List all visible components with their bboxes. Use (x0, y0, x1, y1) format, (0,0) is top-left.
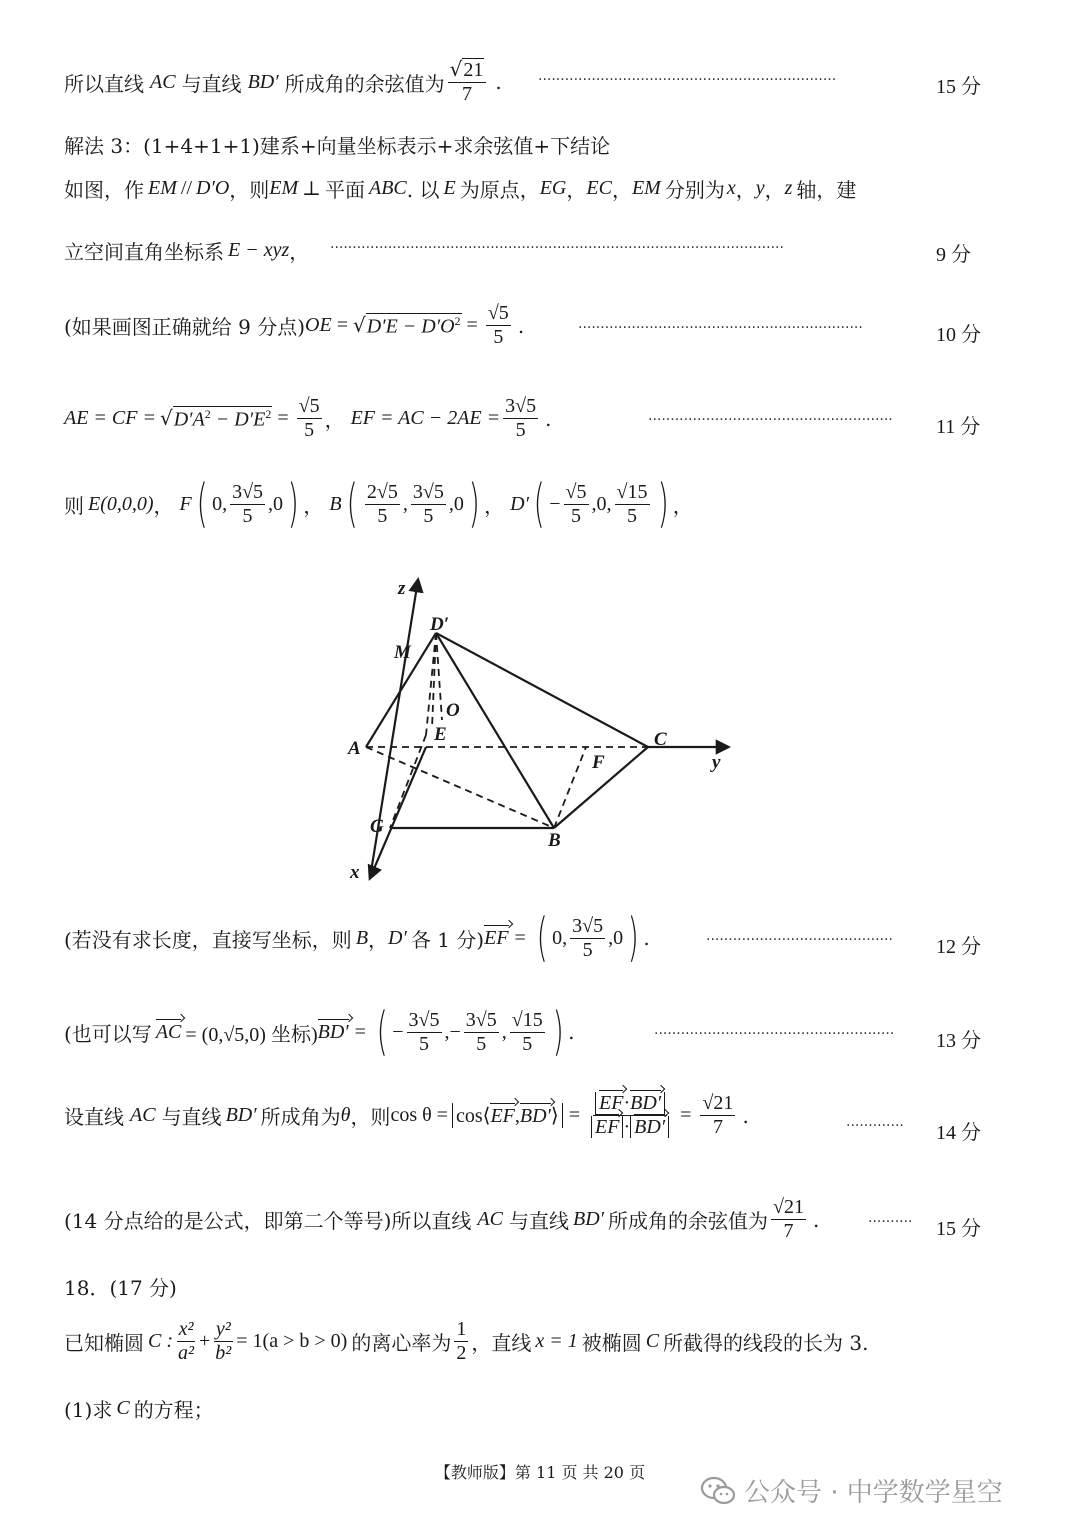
edge-bf (554, 747, 586, 828)
wechat-icon (700, 1476, 736, 1506)
fraction: $\frac{√15}{5}$ (616, 480, 648, 527)
label-o: O (446, 700, 460, 721)
line-5: (如果画图正确就给 9 分点) OE = √ $D'E - D'O^2$ = $\frac{√5}{5}$ . (64, 302, 525, 348)
line-2: 解法 3：(1+4+1+1)建系+向量坐标表示+求余弦值+下结论 (64, 134, 611, 158)
fraction: $\frac{\text{y²}}{\text{b²}}$ (215, 1318, 232, 1364)
label-y: y (712, 752, 721, 773)
label-f: F (592, 752, 605, 773)
label-x: x (350, 862, 360, 883)
line-14: (1)求 C 的方程； (64, 1397, 214, 1422)
line-6: AE = CF = √ $D'A^2 - D'E^2$ = $\frac{√5}{5}$ ， EF = AC − 2AE = $\frac{3√5}{5}$ . (64, 395, 552, 441)
score: 10 分 (936, 324, 981, 346)
fraction: $\frac{3√5}{5}$ (408, 1008, 440, 1055)
fraction: √ 21 7 (448, 58, 487, 106)
line-1: 所以直线 AC 与直线 BD′ 所成角的余弦值为 √ 21 7 . (64, 57, 502, 105)
fraction: $\frac{3√5}{5}$ (412, 480, 444, 527)
line-13: 已知椭圆 C : $\frac{\text{x²}}{\text{a²}}$ + $\frac{\text{y²}}{\text{b²}}$ = 1(a > b > 0) 的离心率为 $\frac{1}{2}$ ，直线 x = 1 被椭圆 C 所截得的线段的长为 3. (64, 1318, 869, 1364)
score: 15 分 (936, 1218, 981, 1240)
dot-leader: ············· (846, 1118, 904, 1134)
fraction: $\frac{1}{2}$ (456, 1318, 467, 1364)
edge-do (436, 633, 442, 720)
label-e: E (434, 724, 447, 745)
line-7: 则 E(0,0,0) ， F ( 0, $\frac{3√5}{5}$ ,0 ) ， B ( $\frac{2√5}{5}$ , $\frac{3√5}{5}$ ,0 ) ， D′ ( − $\frac{√5}{5}$ ,0, $\frac{√15}{5}$ ) ， (64, 474, 693, 534)
page-footer: 【教师版】第 11 页 共 20 页 (434, 1463, 646, 1482)
fraction: $\frac{3√5}{5}$ (465, 1008, 497, 1055)
line-4: 立空间直角坐标系 E − xyz ， (64, 239, 310, 264)
edge-dc (436, 633, 648, 747)
abs-cos: cos⟨EF,BD′⟩ (452, 1103, 563, 1128)
fraction: $\frac{\text{x²}}{\text{a²}}$ (178, 1318, 194, 1364)
watermark: 公众号 · 中学数学星空 (700, 1472, 1003, 1509)
dot-leader: ·········· (868, 1214, 913, 1230)
label-g: G (370, 816, 384, 837)
dot-leader: ·········································· (706, 932, 893, 948)
fraction: $\frac{3√5}{5}$ (572, 914, 604, 961)
label-m: M (394, 642, 411, 663)
line-8: (若没有求长度，直接写坐标，则 B ， D′ 各 1 分) EF = ( 0, $\frac{3√5}{5}$ ,0 ) . (64, 908, 650, 968)
dot-leader: ······································································································ (330, 240, 784, 256)
label-b: B (548, 830, 561, 851)
score: 12 分 (936, 936, 981, 958)
fraction: $\frac{√5}{5}$ (298, 395, 320, 441)
score: 14 分 (936, 1122, 981, 1144)
score: 11 分 (936, 416, 981, 438)
radical: √ $D'E - D'O^2$ (353, 312, 461, 338)
edge-eg (390, 735, 426, 828)
score: 15 分 (936, 76, 981, 98)
score: 9 分 (936, 244, 971, 266)
fraction: $\frac{EF\cdot BD'}{EF \cdot BD'}$ (589, 1092, 671, 1139)
label-c: C (654, 729, 667, 750)
line-11: (14 分点给的是公式，即第二个等号)所以直线 AC 与直线 BD′ 所成角的余弦值为 $\frac{√21}{7}$ . (64, 1196, 820, 1242)
dot-leader: ··································································· (538, 72, 837, 88)
fraction: $\frac{2√5}{5}$ (366, 480, 398, 527)
fraction: $\frac{√5}{5}$ (565, 480, 587, 527)
dot-leader: ······················································ (654, 1026, 895, 1042)
radical: √ $D'A^2 - D'E^2$ (159, 405, 272, 431)
fraction: $\frac{√21}{7}$ (773, 1196, 805, 1242)
dot-leader: ································································ (578, 320, 863, 336)
x-axis (370, 747, 426, 878)
line-10: 设直线 AC 与直线 BD′ 所成角为 θ ，则 cos θ = cos⟨EF,BD′⟩ = $\frac{EF\cdot BD'}{EF \cdot BD'}$ = $\frac{√21}{7}$ . (64, 1092, 749, 1138)
edge-db (436, 633, 554, 828)
fraction: $\frac{3√5}{5}$ (505, 395, 537, 441)
dot-leader: ······················································· (648, 412, 893, 428)
score: 13 分 (936, 1030, 981, 1052)
label-z: z (398, 578, 406, 599)
fraction: $\frac{√5}{5}$ (487, 302, 509, 348)
label-a: A (348, 738, 361, 759)
label-d: D′ (430, 614, 450, 635)
fraction: $\frac{√15}{5}$ (511, 1008, 543, 1055)
line-12: 18．(17 分) (64, 1276, 177, 1300)
line-9: (也可以写 AC = (0,√5,0) 坐标) BD′ = ( − $\frac{3√5}{5}$ ,− $\frac{3√5}{5}$ , $\frac{√15}{5}$ ) . (64, 1002, 575, 1062)
tetrahedron-figure (330, 570, 750, 890)
fraction: $\frac{√21}{7}$ (702, 1092, 734, 1138)
line-3: 如图，作 EM // D′O ，则 EM ⊥ 平面 ABC . 以 E 为原点， EG ， EC ， EM 分别为 x ， y ， z 轴，建 (64, 177, 857, 202)
fraction: $\frac{3√5}{5}$ (232, 480, 264, 527)
